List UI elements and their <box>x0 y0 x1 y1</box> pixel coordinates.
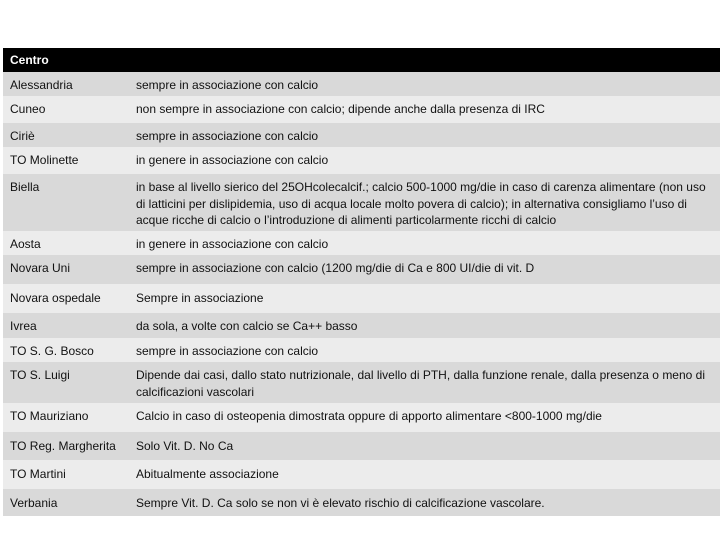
table-row <box>3 432 720 460</box>
table-row <box>3 489 720 516</box>
center-cell: TO Reg. Margherita <box>10 439 116 453</box>
center-cell: Ciriè <box>10 129 35 143</box>
table-row <box>3 255 720 284</box>
center-cell: Aosta <box>10 237 41 251</box>
center-cell: TO Martini <box>10 467 66 481</box>
note-cell: Sempre in associazione <box>136 291 264 305</box>
table-row <box>3 362 720 403</box>
note-cell: Dipende dai casi, dallo stato nutrizionale, dal livello di PTH, dalla funzione renale, dalla presenza o meno di calcificazioni vascolari <box>136 368 706 399</box>
table-row <box>3 96 720 123</box>
center-cell: Ivrea <box>10 319 37 333</box>
note-cell: Calcio in caso di osteopenia dimostrata oppure di apporto alimentare <800-1000 mg/die <box>136 409 602 423</box>
table-header <box>3 48 720 72</box>
center-cell: TO S. G. Bosco <box>10 344 94 358</box>
center-cell: Biella <box>10 180 40 194</box>
center-cell: TO S. Luigi <box>10 368 70 382</box>
note-cell: in genere in associazione con calcio <box>136 153 329 167</box>
center-cell: Cuneo <box>10 102 46 116</box>
note-cell: sempre in associazione con calcio <box>136 78 319 92</box>
center-cell: Novara ospedale <box>10 291 101 305</box>
note-cell: sempre in associazione con calcio (1200 mg/die di Ca e 800 UI/die di vit. D <box>136 261 535 275</box>
note-cell: in genere in associazione con calcio <box>136 237 329 251</box>
center-cell: TO Mauriziano <box>10 409 89 423</box>
note-cell: non sempre in associazione con calcio; dipende anche dalla presenza di IRC <box>136 102 545 116</box>
note-cell: da sola, a volte con calcio se Ca++ basso <box>136 319 358 333</box>
center-cell: Novara Uni <box>10 261 71 275</box>
note-cell: in base al livello sierico del 25OHcolecalcif.; calcio 500-1000 mg/die in caso di carenza alimentare (non uso di latticini per dislipidemia, uso di acqua locale molto povera di calcio); in alternativa consigliamo l’uso di acque ricche di calcio o l’introduzione di alimenti particolarmente ricchi di calcio <box>136 180 706 227</box>
table-row <box>3 147 720 174</box>
center-cell: Verbania <box>10 496 58 510</box>
note-cell: sempre in associazione con calcio <box>136 129 319 143</box>
table-row <box>3 403 720 432</box>
note-cell: sempre in associazione con calcio <box>136 344 319 358</box>
table-row <box>3 313 720 338</box>
header-label: Centro <box>10 53 49 67</box>
table-row <box>3 174 720 231</box>
table-row <box>3 284 720 313</box>
table-row <box>3 123 720 147</box>
centers-table <box>3 48 720 516</box>
table-row <box>3 72 720 96</box>
note-cell: Sempre Vit. D. Ca solo se non vi è elevato rischio di calcificazione vascolare. <box>136 496 545 510</box>
note-cell: Solo Vit. D. No Ca <box>136 439 234 453</box>
table-row <box>3 460 720 489</box>
center-cell: TO Molinette <box>10 153 79 167</box>
table-row <box>3 338 720 362</box>
center-cell: Alessandria <box>10 78 73 92</box>
note-cell: Abitualmente associazione <box>136 467 279 481</box>
table-row <box>3 231 720 255</box>
